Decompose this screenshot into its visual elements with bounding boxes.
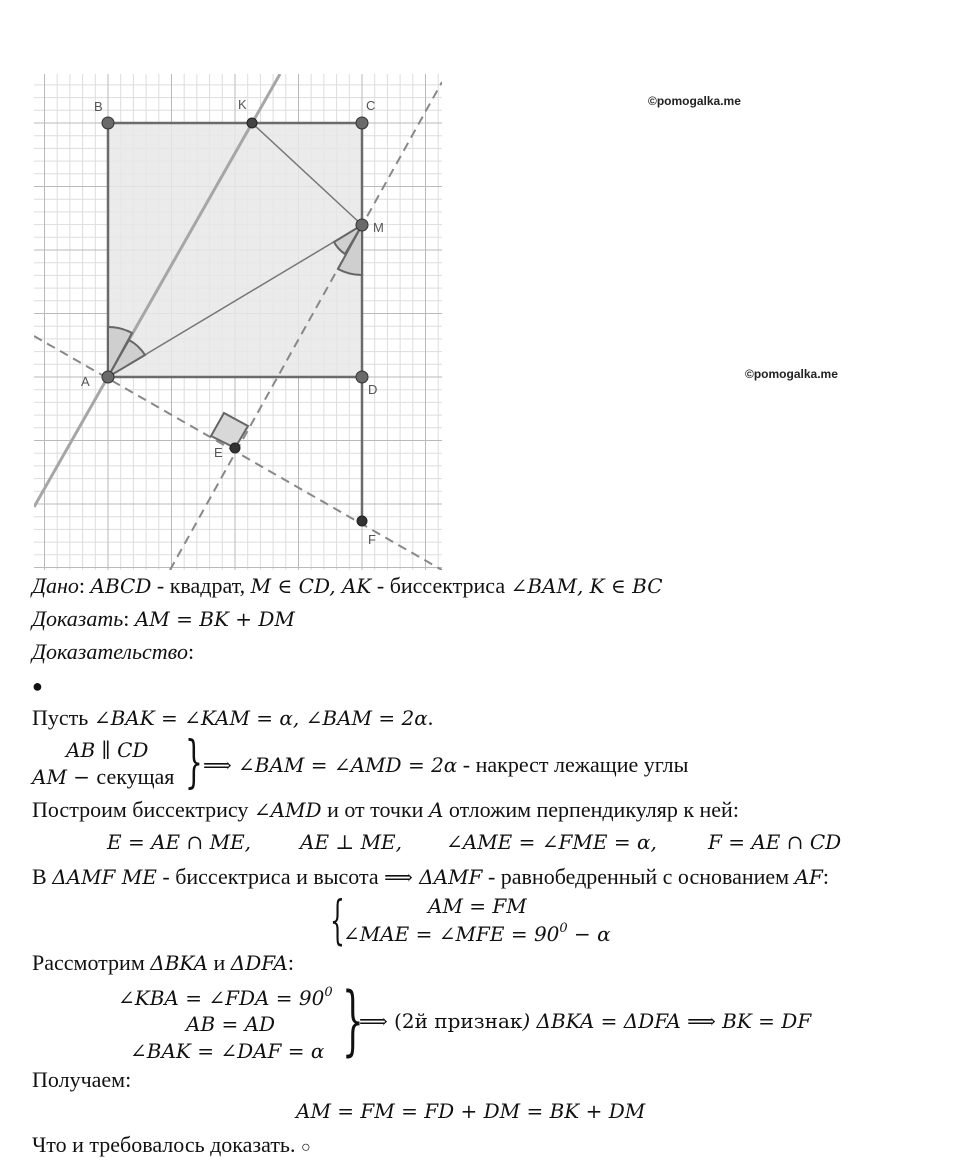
- square-abcd: [108, 123, 362, 377]
- system2-sup: 0: [324, 985, 333, 1000]
- prove-expr: AM = BK + DM: [134, 607, 295, 631]
- given-expr-1: ABCD: [90, 574, 152, 598]
- point-m: [356, 219, 368, 231]
- system2-line1-expr: ∠KBA = ∠FDA = 90: [118, 986, 325, 1010]
- system2-r3: ) ΔBKA = ΔDFA ⟹ BK = DF: [522, 1009, 812, 1033]
- system1-sup: 0: [559, 921, 568, 936]
- given-colon: :: [78, 573, 91, 598]
- qed-line: [32, 1132, 311, 1161]
- point-c: [356, 117, 368, 129]
- system2-r1: ⟹ (: [359, 1009, 402, 1033]
- triangle-w2: - биссектриса и высота: [156, 864, 385, 889]
- construct-w3: отложим перпендикуляр к ней:: [443, 797, 739, 822]
- label-a: A: [81, 374, 90, 389]
- parallel-result: ⟹ ∠BAM = ∠AMD = 2α: [203, 753, 458, 777]
- triangle-w1: В: [32, 864, 53, 889]
- let-line: [32, 705, 433, 731]
- construct-e2: A: [428, 798, 444, 822]
- parallel-line-2: [32, 764, 174, 790]
- construct-w2: и от точки: [321, 797, 429, 822]
- def-perp: AE ⊥ ME,: [300, 830, 403, 854]
- label-e: E: [214, 445, 223, 460]
- system1-line2-end: − α: [567, 922, 611, 946]
- given-label: Дано: [32, 573, 79, 598]
- given-text-2: - квадрат,: [151, 573, 251, 598]
- consider-e1: ΔBKA: [150, 951, 208, 975]
- system2-line3: ∠BAK = ∠DAF = α: [130, 1039, 325, 1063]
- given-expr-5: ∠BAM, K ∈ BC: [510, 574, 663, 598]
- get-line: Получаем:: [32, 1067, 132, 1092]
- construct-line: [32, 797, 739, 823]
- let-expr: ∠BAK = ∠KAM = α, ∠BAM = 2α: [93, 706, 428, 730]
- def-f: F = AE ∩ CD: [708, 830, 842, 854]
- parallel-line-2-word: секущая: [96, 764, 175, 789]
- consider-line: [32, 950, 294, 976]
- let-word: Пусть: [32, 705, 94, 730]
- system1-brace: {: [330, 891, 345, 951]
- parallel-line-1: AB ∥ CD: [66, 738, 149, 762]
- point-a: [102, 371, 114, 383]
- parallel-result-line: [203, 752, 688, 778]
- consider-w2: и: [207, 950, 231, 975]
- let-dot: .: [427, 705, 434, 730]
- point-f: [357, 516, 367, 526]
- prove-colon: :: [123, 606, 135, 631]
- point-d: [356, 371, 368, 383]
- triangle-e3: AF: [794, 865, 823, 889]
- qed-mark: ○: [300, 1139, 311, 1156]
- triangle-w3: - равнобедренный с основанием: [482, 864, 795, 889]
- label-m: M: [373, 220, 384, 235]
- watermark-middle: ©pomogalka.me: [745, 367, 838, 381]
- construct-w1: Построим биссектрису: [32, 797, 254, 822]
- triangle-e2: ⟹ ΔAMF: [384, 865, 483, 889]
- label-d: D: [368, 382, 378, 397]
- consider-e2: ΔDFA: [230, 951, 288, 975]
- point-e: [230, 443, 240, 453]
- parallel-brace: }: [185, 730, 203, 795]
- point-b: [102, 117, 114, 129]
- label-b: B: [94, 99, 103, 114]
- proof-label: Доказательство: [32, 639, 188, 664]
- system2-brace: }: [342, 975, 364, 1064]
- label-c: C: [366, 98, 376, 113]
- system2-line1: [118, 986, 333, 1010]
- prove-label: Доказать: [32, 606, 124, 631]
- system1-line2: [343, 922, 611, 946]
- qed-text: Что и требовалось доказать.: [32, 1132, 296, 1157]
- system2-line2: AB = AD: [186, 1012, 276, 1036]
- consider-w3: :: [287, 950, 294, 975]
- parallel-line-2-expr: AM −: [32, 765, 97, 789]
- def-e: E = AE ∩ ME,: [107, 830, 252, 854]
- consider-w1: Рассмотрим: [32, 950, 151, 975]
- watermark-top: ©pomogalka.me: [648, 94, 741, 108]
- given-text-4: - биссектриса: [371, 573, 511, 598]
- triangle-w4: :: [822, 864, 830, 889]
- final-expr: AM = FM = FD + DM = BK + DM: [296, 1099, 646, 1123]
- right-angle-mark-e: [211, 413, 248, 448]
- system2-result: [359, 1008, 811, 1034]
- system1-line1: AM = FM: [428, 894, 527, 918]
- triangle-line: [32, 864, 829, 890]
- proof-label-line: [32, 639, 194, 665]
- prove-line: [32, 606, 295, 632]
- label-f: F: [368, 532, 376, 547]
- given-line: [32, 573, 663, 599]
- geometry-figure: [34, 74, 442, 570]
- proof-colon: :: [187, 639, 195, 664]
- construct-e1: ∠AMD: [253, 798, 322, 822]
- label-k: K: [238, 97, 247, 112]
- parallel-note: - накрест лежащие углы: [457, 752, 689, 777]
- point-k: [247, 118, 257, 128]
- def-angles: ∠AME = ∠FME = α,: [446, 830, 657, 854]
- given-expr-3: M ∈ CD, AK: [250, 574, 372, 598]
- bullet: ●: [32, 676, 43, 696]
- system1-line2-expr: ∠MAE = ∠MFE = 90: [343, 922, 560, 946]
- triangle-e1: ΔAMF ME: [52, 865, 157, 889]
- system2-r2: 2й признак: [401, 1009, 523, 1033]
